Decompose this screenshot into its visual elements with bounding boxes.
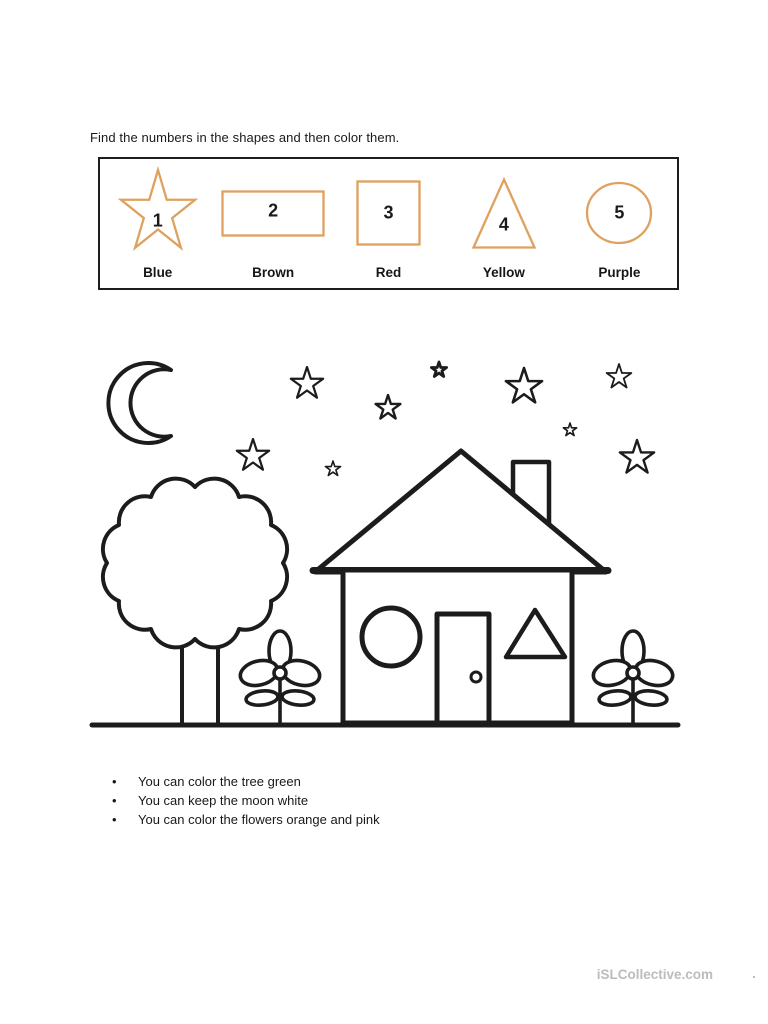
coloring-notes [112, 772, 380, 829]
worksheet-instruction: Find the numbers in the shapes and then color them. [90, 130, 400, 145]
door-knob [471, 672, 481, 682]
square-shape-area [356, 167, 421, 259]
star [563, 423, 576, 436]
star [506, 368, 542, 402]
tree-trunk [182, 618, 218, 723]
house-body [343, 570, 572, 723]
watermark-dot: . [752, 965, 756, 981]
triangle-shape-icon [471, 177, 537, 250]
flower-left [238, 631, 323, 723]
coloring-note: • You can color the flowers orange and pink [112, 810, 380, 829]
legend-item-circle [562, 159, 677, 288]
legend-number: 3 [383, 202, 394, 223]
triangle-shape-area [471, 167, 537, 259]
star [291, 367, 323, 398]
star [325, 461, 340, 475]
legend-number: 4 [498, 214, 509, 235]
tree-canopy [103, 479, 287, 648]
coloring-note: • You can keep the moon white [112, 791, 380, 810]
legend-number: 2 [268, 200, 279, 221]
legend-item-rectangle [215, 159, 330, 288]
tree [103, 479, 287, 723]
coloring-note: • You can color the tree green [112, 772, 380, 791]
star [376, 395, 401, 419]
legend-box [98, 157, 679, 290]
star [607, 364, 632, 388]
legend-item-star [100, 159, 215, 288]
legend-color-label: Red [375, 265, 402, 280]
window-circle [362, 608, 420, 666]
flower-right [591, 631, 676, 723]
legend-number: 5 [614, 202, 625, 223]
star [431, 362, 446, 376]
star [237, 439, 269, 470]
circle-shape-area [585, 167, 653, 259]
window-triangle [506, 610, 565, 657]
chimney [513, 462, 549, 524]
door [437, 614, 489, 723]
legend-color-label: Brown [252, 265, 295, 280]
legend-item-triangle [446, 159, 561, 288]
stars [237, 362, 654, 475]
moon [108, 363, 171, 443]
legend-color-label: Purple [598, 265, 641, 280]
star [620, 440, 654, 473]
watermark: iSLCollective.com [596, 967, 713, 982]
legend-item-square [331, 159, 446, 288]
star-shape-area [113, 167, 203, 259]
house-roof [315, 451, 606, 572]
house [313, 451, 608, 723]
legend-number: 1 [152, 210, 163, 231]
legend-color-label: Yellow [482, 265, 525, 280]
legend-color-label: Blue [143, 265, 173, 280]
rectangle-shape-area [221, 167, 325, 259]
